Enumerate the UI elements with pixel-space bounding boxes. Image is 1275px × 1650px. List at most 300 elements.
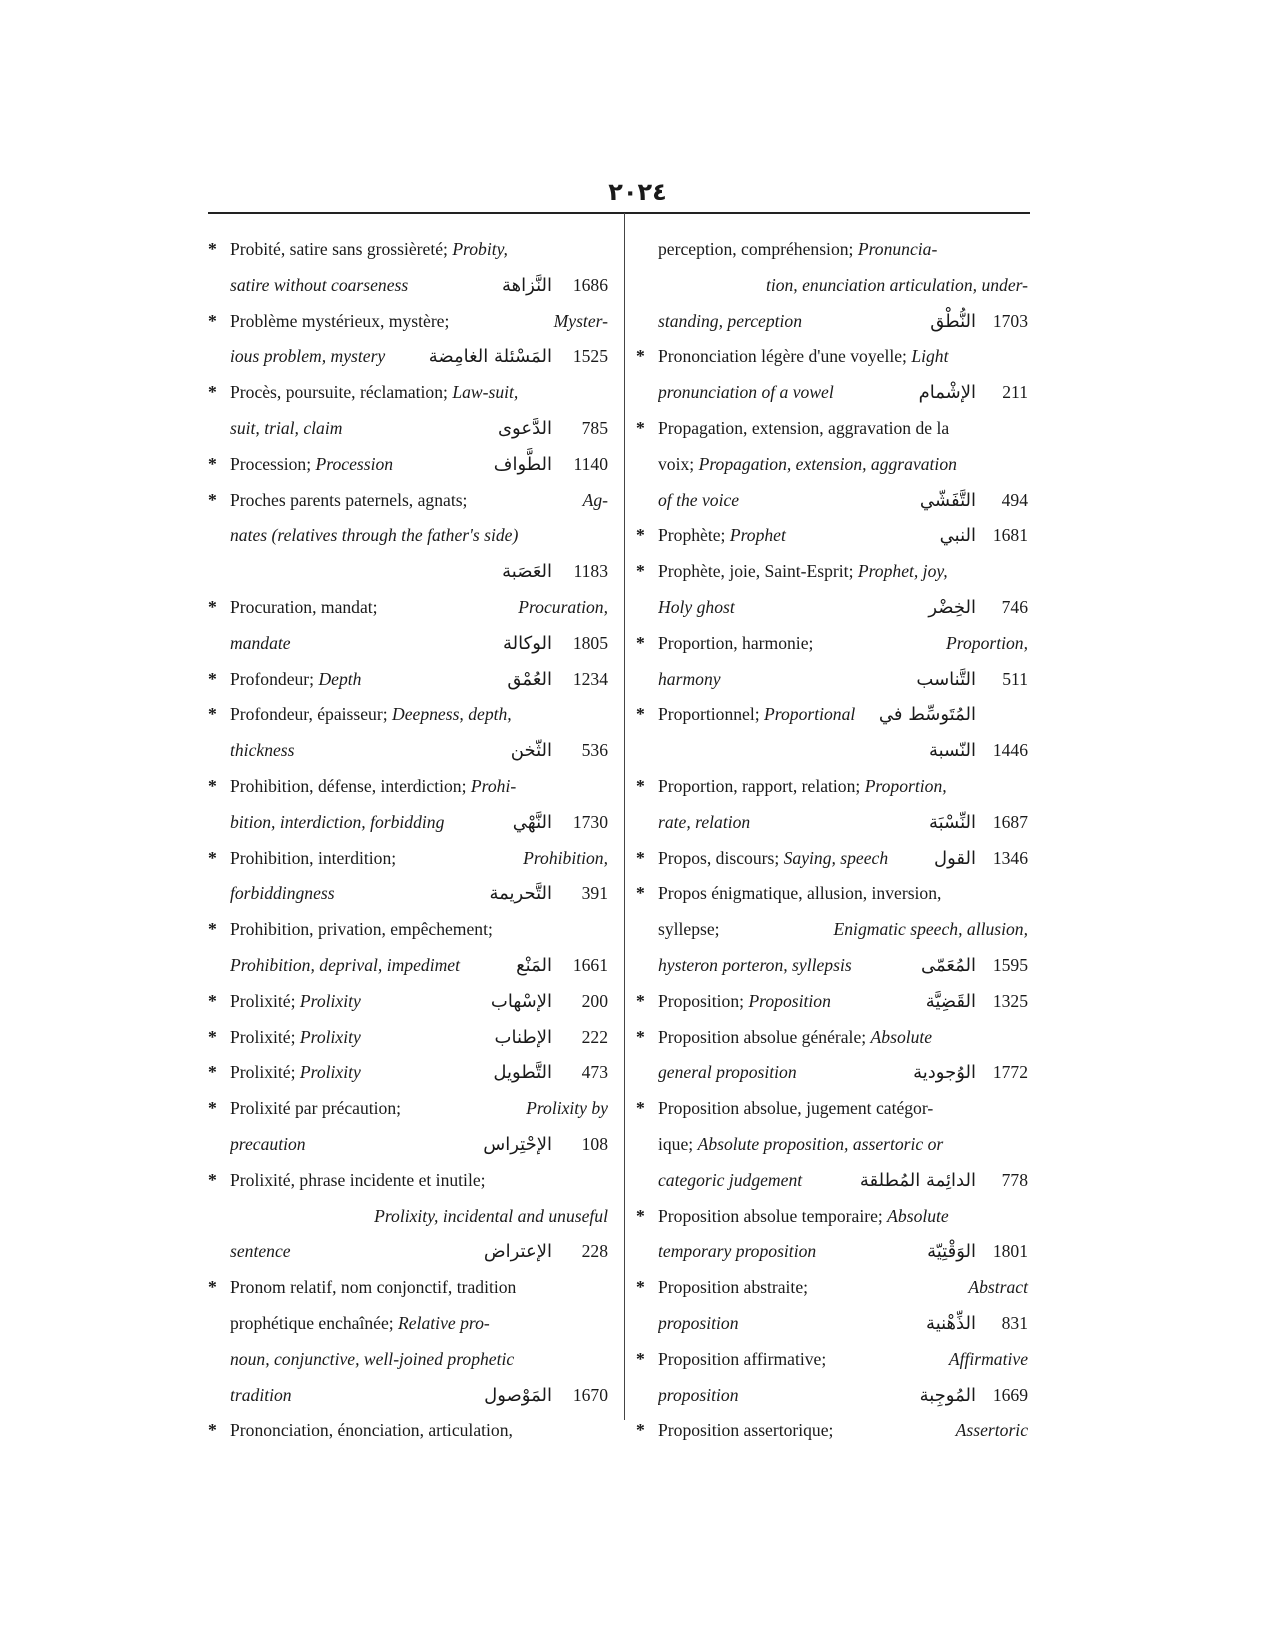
entry-text xyxy=(230,1091,608,1127)
arabic-term: التَّطويل xyxy=(493,1062,552,1084)
english-term: Pronuncia- xyxy=(857,239,938,259)
arabic-term: الذِّهْنية xyxy=(926,1312,976,1334)
arabic-term: العَصَبة xyxy=(502,561,552,583)
entry-text xyxy=(658,697,871,733)
english-term: Depth xyxy=(318,668,362,689)
french-term: Prolixité, phrase incidente et inutile; xyxy=(230,1169,486,1190)
french-term: Proportionnel; xyxy=(658,704,765,725)
english-term: Absolute xyxy=(887,1205,949,1226)
arabic-term: النِّسْبَة xyxy=(928,811,976,833)
english-term: standing, perception xyxy=(658,310,802,331)
entry-text xyxy=(230,1199,608,1235)
entry-head xyxy=(636,339,1028,375)
english-term: tion, enunciation articulation, under- xyxy=(765,274,1028,295)
entry-text xyxy=(658,1098,933,1118)
entry-text xyxy=(658,346,948,366)
entry-bullet: * xyxy=(208,1098,217,1119)
entry-text xyxy=(230,304,608,340)
entry-bullet: * xyxy=(636,704,645,725)
french-term: Procuration, mandat; xyxy=(230,596,378,617)
french-term: Profondeur, épaisseur; xyxy=(230,704,392,725)
entry-final-line xyxy=(208,948,608,984)
english-term: Ag- xyxy=(582,489,608,510)
entry-text xyxy=(658,268,1028,304)
french-term: Prononciation légère d'une voyelle; xyxy=(658,346,912,367)
entry-head xyxy=(636,841,1028,877)
arabic-term: الدَّعوى xyxy=(497,417,552,439)
entry-text xyxy=(658,984,918,1020)
entry-head xyxy=(636,697,1028,733)
english-term: Prophet, joy, xyxy=(857,561,948,582)
entry-bullet: * xyxy=(208,596,217,617)
french-term: Propos énigmatique, allusion, inversion, xyxy=(658,883,942,904)
entry-bullet: * xyxy=(208,1169,217,1190)
english-term: Procession xyxy=(315,453,394,474)
entry-bullet: * xyxy=(208,990,217,1011)
english-term: general proposition xyxy=(658,1062,797,1083)
english-term: ious problem, mystery xyxy=(230,346,386,367)
arabic-term: المُتَوسِّط في xyxy=(878,704,976,726)
entry-number: 494 xyxy=(1001,489,1028,510)
english-term: precaution xyxy=(230,1133,306,1154)
entry-number: 1234 xyxy=(572,668,608,689)
arabic-term: النَّهْي xyxy=(512,811,552,833)
entry-final-line xyxy=(208,554,608,590)
french-term: Proches parents paternels, agnats; xyxy=(230,489,468,510)
entry-number: 778 xyxy=(1001,1169,1028,1190)
french-term: Profondeur; xyxy=(230,668,319,689)
entry-bullet: * xyxy=(636,1277,645,1298)
english-term: Absolute proposition, assertoric or xyxy=(697,1133,944,1154)
entry-text xyxy=(658,1206,949,1226)
entry-bullet: * xyxy=(636,561,645,582)
french-term: Prohibition, interdition; xyxy=(230,847,397,868)
entry-final-line xyxy=(636,1234,1028,1270)
english-term: proposition xyxy=(658,1384,739,1405)
arabic-term: الثّخن xyxy=(510,740,552,762)
entry-text xyxy=(658,561,948,581)
french-term: Prophète, joie, Saint-Esprit; xyxy=(658,561,858,582)
entry-text xyxy=(230,483,608,519)
entry-head xyxy=(208,1413,608,1449)
entry-continuation xyxy=(208,518,608,554)
entry-text xyxy=(230,984,483,1020)
entry-text xyxy=(230,776,516,796)
entry-text xyxy=(658,1270,1028,1306)
arabic-term: الوَقْتِيّة xyxy=(927,1241,976,1263)
english-term: categoric judgement xyxy=(658,1169,803,1190)
arabic-term: الخِضْر xyxy=(928,596,976,618)
entry-head xyxy=(208,1055,608,1091)
english-term: Prohi- xyxy=(470,775,517,796)
entry-text xyxy=(230,1420,513,1440)
entry-head xyxy=(636,1091,1028,1127)
english-term: mandate xyxy=(230,632,291,653)
entry-final-line xyxy=(208,1127,608,1163)
entry-number: 1346 xyxy=(992,847,1028,868)
entry-number: 222 xyxy=(581,1026,608,1047)
english-term: Proportion, xyxy=(864,775,947,796)
entry-final-line xyxy=(636,733,1028,769)
arabic-term: القول xyxy=(934,847,976,869)
english-term: Holy ghost xyxy=(658,596,735,617)
english-term: suit, trial, claim xyxy=(230,417,343,438)
entry-head xyxy=(208,769,608,805)
entry-continuation xyxy=(636,912,1028,948)
english-term: Deepness, depth, xyxy=(392,704,512,725)
entry-final-line xyxy=(208,339,608,375)
entry-continuation xyxy=(636,268,1028,304)
english-term: bition, interdiction, forbidding xyxy=(230,811,445,832)
entry-text xyxy=(230,239,508,259)
entry-head xyxy=(208,447,608,483)
english-term: Prohibition, xyxy=(523,847,608,868)
english-term: Saying, speech xyxy=(783,847,889,868)
french-term: syllepse; xyxy=(658,919,720,940)
entry-number: 1525 xyxy=(572,346,608,367)
entry-head xyxy=(208,1163,608,1199)
english-term: Assertoric xyxy=(955,1420,1028,1441)
french-term: Prononciation, énonciation, articulation, xyxy=(230,1420,513,1441)
entry-final-line xyxy=(636,1055,1028,1091)
entry-continuation xyxy=(208,1306,608,1342)
right-column xyxy=(636,232,1028,1449)
french-term: Proportion, harmonie; xyxy=(658,632,814,653)
french-term: Prolixité; xyxy=(230,1026,300,1047)
entry-bullet: * xyxy=(208,1277,217,1298)
entry-text xyxy=(658,912,1028,948)
english-term: Prolixity by xyxy=(526,1098,608,1119)
french-term: Proposition; xyxy=(658,990,749,1011)
entry-head xyxy=(208,232,608,268)
french-term: perception, compréhension; xyxy=(658,239,858,259)
arabic-term: المَوْصول xyxy=(484,1384,552,1406)
entry-head xyxy=(208,1270,608,1306)
entry-final-line xyxy=(636,948,1028,984)
entry-final-line xyxy=(208,268,608,304)
entry-number: 831 xyxy=(1001,1312,1028,1333)
arabic-term: التَّناسب xyxy=(916,668,976,690)
french-term: voix; xyxy=(658,453,699,474)
entry-bullet: * xyxy=(636,525,645,546)
entry-bullet: * xyxy=(208,239,217,259)
french-term: Propagation, extension, aggravation de la xyxy=(658,417,950,438)
arabic-term: الإسْهاب xyxy=(490,990,552,1012)
entry-number: 1670 xyxy=(572,1384,608,1405)
french-term: prophétique enchaînée; xyxy=(230,1312,399,1333)
arabic-term: النبي xyxy=(939,525,976,547)
english-term: sentence xyxy=(230,1241,291,1262)
arabic-term: الوكالة xyxy=(503,632,552,654)
english-term: thickness xyxy=(230,740,295,761)
left-column xyxy=(208,232,608,1449)
entry-head xyxy=(208,662,608,698)
entry-head xyxy=(636,1020,1028,1056)
english-term: Proportional xyxy=(764,704,856,725)
english-term: Proposition xyxy=(748,990,831,1011)
entry-bullet: * xyxy=(636,1026,645,1047)
arabic-term: الإحْتِراس xyxy=(483,1133,552,1155)
french-term: Proposition assertorique; xyxy=(658,1420,834,1441)
english-term: Proportion, xyxy=(946,632,1028,653)
entry-head xyxy=(208,1091,608,1127)
entry-head xyxy=(208,483,608,519)
english-term: Prolixity, incidental and unuseful xyxy=(374,1205,608,1226)
entry-final-line xyxy=(208,626,608,662)
entry-head xyxy=(636,984,1028,1020)
arabic-term: الوُجودية xyxy=(913,1062,976,1084)
entry-text xyxy=(230,841,608,877)
entry-text xyxy=(658,841,926,877)
entry-final-line xyxy=(636,483,1028,519)
entry-bullet: * xyxy=(208,382,217,403)
entry-text xyxy=(230,704,512,724)
english-term: proposition xyxy=(658,1312,739,1333)
entry-bullet: * xyxy=(636,1098,645,1119)
entry-number: 200 xyxy=(581,990,608,1011)
entry-head xyxy=(208,697,608,733)
entry-number: 391 xyxy=(581,883,608,904)
entry-final-line xyxy=(208,805,608,841)
entry-continuation xyxy=(636,232,1028,268)
entry-bullet: * xyxy=(208,847,217,868)
english-term: Myster- xyxy=(553,310,608,331)
entry-bullet: * xyxy=(636,990,645,1011)
arabic-term: المُوجِبة xyxy=(919,1384,976,1406)
entry-bullet: * xyxy=(208,919,217,940)
english-term: Absolute xyxy=(870,1026,933,1047)
entry-number: 1772 xyxy=(992,1062,1028,1083)
column-divider xyxy=(624,213,625,1420)
entry-final-line xyxy=(208,876,608,912)
entry-text xyxy=(230,447,486,483)
english-term: Abstract xyxy=(968,1277,1028,1298)
entry-final-line xyxy=(636,304,1028,340)
french-term: Proposition absolue, jugement catégor- xyxy=(658,1098,934,1119)
entry-bullet: * xyxy=(636,632,645,653)
entry-continuation xyxy=(636,1127,1028,1163)
english-term: pronunciation of a vowel xyxy=(658,382,834,403)
entry-head xyxy=(636,1199,1028,1235)
entry-head xyxy=(208,912,608,948)
entry-bullet: * xyxy=(636,1205,645,1226)
entry-head xyxy=(636,876,1028,912)
entry-continuation xyxy=(208,1342,608,1378)
english-term: Light xyxy=(911,346,949,367)
entry-head xyxy=(636,1342,1028,1378)
entry-head xyxy=(636,518,1028,554)
entry-text xyxy=(230,1277,516,1297)
entry-number: 536 xyxy=(581,740,608,761)
english-term: temporary proposition xyxy=(658,1241,817,1262)
entry-text xyxy=(230,662,499,698)
entry-text xyxy=(658,1413,1028,1449)
arabic-term: النَّزاهة xyxy=(502,274,552,296)
entry-final-line xyxy=(208,1378,608,1414)
french-term: Problème mystérieux, mystère; xyxy=(230,310,450,331)
entry-head xyxy=(636,1270,1028,1306)
french-term: Prophète; xyxy=(658,525,730,546)
entry-final-line xyxy=(636,805,1028,841)
entry-final-line xyxy=(636,662,1028,698)
entry-number: 211 xyxy=(1002,382,1028,403)
entry-text xyxy=(658,626,1028,662)
english-term: Procuration, xyxy=(518,596,608,617)
entry-bullet: * xyxy=(636,346,645,367)
entry-number: 746 xyxy=(1001,596,1028,617)
english-term: Enigmatic speech, allusion, xyxy=(833,919,1028,940)
french-term: Proposition absolue temporaire; xyxy=(658,1205,888,1226)
entry-text xyxy=(658,418,949,438)
entry-number: 1325 xyxy=(992,990,1028,1011)
english-term: Prophet xyxy=(729,525,786,546)
entry-final-line xyxy=(208,733,608,769)
french-term: Procès, poursuite, réclamation; xyxy=(230,382,453,403)
entry-number: 1183 xyxy=(573,561,608,582)
arabic-term: النُّطْق xyxy=(930,310,976,332)
french-term: Proportion, rapport, relation; xyxy=(658,775,865,796)
french-term: Prohibition, privation, empêchement; xyxy=(230,919,493,940)
entry-head xyxy=(636,1413,1028,1449)
french-term: ique; xyxy=(658,1133,698,1154)
arabic-term: الطَّواف xyxy=(493,453,552,475)
english-term: harmony xyxy=(658,668,721,689)
entry-head xyxy=(636,626,1028,662)
english-term: rate, relation xyxy=(658,811,751,832)
entry-bullet: * xyxy=(208,489,217,510)
entry-bullet: * xyxy=(208,704,217,725)
entry-continuation xyxy=(636,447,1028,483)
entry-head xyxy=(208,841,608,877)
arabic-term: التَّفَشّي xyxy=(919,489,976,511)
entry-head xyxy=(636,554,1028,590)
entry-head xyxy=(208,1020,608,1056)
english-term: Propagation, extension, aggravation xyxy=(698,453,957,474)
entry-bullet: * xyxy=(636,1348,645,1369)
entry-number: 785 xyxy=(581,417,608,438)
english-term: hysteron porteron, syllepsis xyxy=(658,954,852,975)
arabic-term: التَّحريمة xyxy=(489,883,552,905)
arabic-term: العُمْق xyxy=(507,668,552,690)
french-term: Pronom relatif, nom conjonctif, tradition xyxy=(230,1277,517,1298)
entry-final-line xyxy=(636,375,1028,411)
entry-text xyxy=(658,883,941,903)
english-term: Law-suit, xyxy=(452,382,519,403)
english-term: tradition xyxy=(230,1384,292,1405)
entry-number: 1140 xyxy=(573,453,608,474)
english-term: Prohibition, deprival, impedimet xyxy=(230,954,460,975)
english-term: Prolixity xyxy=(299,1062,361,1083)
entry-bullet: * xyxy=(208,668,217,689)
entry-number: 1703 xyxy=(992,310,1028,331)
english-term: of the voice xyxy=(658,489,740,510)
entry-number: 1801 xyxy=(992,1241,1028,1262)
entry-bullet: * xyxy=(208,1026,217,1047)
entry-head xyxy=(636,411,1028,447)
entry-bullet: * xyxy=(208,1420,217,1441)
entry-number: 1661 xyxy=(572,954,608,975)
french-term: Proposition abstraite; xyxy=(658,1277,809,1298)
entry-text xyxy=(658,518,932,554)
entry-bullet: * xyxy=(208,775,217,796)
english-term: noun, conjunctive, well-joined prophetic xyxy=(230,1348,515,1369)
entry-number: 1686 xyxy=(572,274,608,295)
entry-number: 108 xyxy=(581,1133,608,1154)
english-term: nates (relatives through the father's side) xyxy=(230,525,519,546)
entry-bullet: * xyxy=(636,883,645,904)
arabic-term: الإشْمام xyxy=(918,382,976,404)
english-term: forbiddingness xyxy=(230,883,335,904)
entry-final-line xyxy=(636,590,1028,626)
entry-final-line xyxy=(636,1163,1028,1199)
entry-head xyxy=(208,590,608,626)
english-term: Prolixity xyxy=(299,990,361,1011)
arabic-term: الإطناب xyxy=(494,1026,552,1048)
entry-head xyxy=(208,304,608,340)
entry-text xyxy=(230,1055,485,1091)
arabic-term: الدائِمة المُطلقة xyxy=(859,1169,976,1191)
french-term: Propos, discours; xyxy=(658,847,784,868)
french-term: Probité, satire sans grossièreté; xyxy=(230,239,453,259)
entry-bullet: * xyxy=(636,775,645,796)
english-term: Relative pro- xyxy=(398,1312,490,1333)
entry-text xyxy=(230,1020,487,1056)
french-term: Proposition absolue générale; xyxy=(658,1026,871,1047)
entry-final-line xyxy=(636,1378,1028,1414)
entry-head xyxy=(208,375,608,411)
french-term: Prolixité par précaution; xyxy=(230,1098,401,1119)
entry-bullet: * xyxy=(636,847,645,868)
page-number: ٢٠٢٤ xyxy=(608,178,667,206)
entry-number: 1669 xyxy=(992,1384,1028,1405)
entry-number: 1687 xyxy=(992,811,1028,832)
arabic-term: القَضِيَّة xyxy=(925,990,976,1012)
entry-head xyxy=(208,984,608,1020)
entry-number: 1730 xyxy=(572,811,608,832)
french-term: Procession; xyxy=(230,453,316,474)
entry-bullet: * xyxy=(208,1062,217,1083)
entry-text xyxy=(230,1163,608,1199)
entry-bullet: * xyxy=(636,1420,645,1441)
entry-bullet: * xyxy=(636,417,645,438)
english-term: satire without coarseness xyxy=(230,274,409,295)
entry-number: 1681 xyxy=(992,525,1028,546)
entry-text xyxy=(658,1342,1028,1378)
french-term: Prolixité; xyxy=(230,1062,300,1083)
entry-text xyxy=(230,382,518,402)
arabic-term: المُعَمّى xyxy=(921,954,976,976)
entry-final-line xyxy=(208,1234,608,1270)
entry-number: 1805 xyxy=(572,632,608,653)
entry-bullet: * xyxy=(208,310,217,331)
english-term: Affirmative xyxy=(948,1348,1028,1369)
entry-text xyxy=(230,590,608,626)
arabic-term: المَنْع xyxy=(516,954,552,976)
entry-number: 1446 xyxy=(992,740,1028,761)
french-term: Prohibition, défense, interdiction; xyxy=(230,775,471,796)
entry-final-line xyxy=(636,1306,1028,1342)
english-term: Probity, xyxy=(452,239,508,259)
entry-text xyxy=(658,776,947,796)
arabic-term: المَسْئلة الغامِضة xyxy=(428,346,552,368)
french-term: Proposition affirmative; xyxy=(658,1348,827,1369)
entry-continuation xyxy=(208,1199,608,1235)
entry-head xyxy=(636,769,1028,805)
entry-number: 1595 xyxy=(992,954,1028,975)
entry-text xyxy=(230,912,608,948)
arabic-term: الإعتراض xyxy=(483,1241,552,1263)
entry-number: 473 xyxy=(581,1062,608,1083)
